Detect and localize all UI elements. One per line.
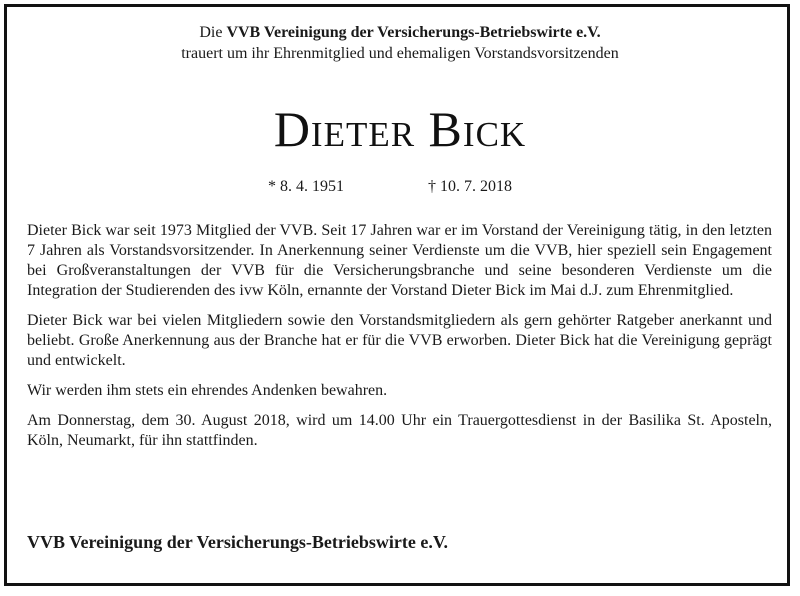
notice-body (27, 221, 772, 461)
notice-header (0, 22, 800, 64)
death-date: † 10. 7. 2018 (428, 178, 512, 195)
header-line-1 (0, 22, 800, 43)
signature-organization: VVB Vereinigung der Versicherungs-Betriebswirte e.V. (27, 532, 448, 552)
paragraph-remembrance: Wir werden ihm stets ein ehrendes Andenken bewahren. (27, 382, 388, 399)
paragraph-membership: Dieter Bick war seit 1973 Mitglied der VVB. Seit 17 Jahren war er im Vorstand der Vereinigung tätig, in den letzten 7 Jahren als Vorstandsvorsitzender. In Anerkennung seiner Verdienste um die VVB, hier speziell sein Engagement bei Großveranstaltungen der VVB für die Versicherungsbranche und seine besonderen Verdienste um die Integration der Studierenden des ivw Köln, ernannte der Vorstand Dieter Bick im Mai d.J. zum Ehrenmitglied. (27, 222, 772, 299)
header-prefix: Die (199, 24, 227, 41)
deceased-name: Dieter Bick (273, 101, 527, 157)
paragraph-service: Am Donnerstag, dem 30. August 2018, wird um 14.00 Uhr ein Trauergottesdienst in der Basilika St. Aposteln, Köln, Neumarkt, für ihn stattfinden. (27, 412, 772, 449)
paragraph-advisor: Dieter Bick war bei vielen Mitgliedern sowie den Vorstandsmitgliedern als gern gehörter Ratgeber anerkannt und beliebt. Große Anerkennung aus der Branche hat er für die VVB erworben. Dieter Bick hat die Vereinigung geprägt und entwickelt. (27, 312, 772, 369)
header-organization: VVB Vereinigung der Versicherungs-Betriebswirte e.V. (226, 24, 601, 41)
birth-date: * 8. 4. 1951 (268, 178, 344, 195)
header-line-2: trauert um ihr Ehrenmitglied und ehemaligen Vorstandsvorsitzenden (181, 45, 619, 62)
